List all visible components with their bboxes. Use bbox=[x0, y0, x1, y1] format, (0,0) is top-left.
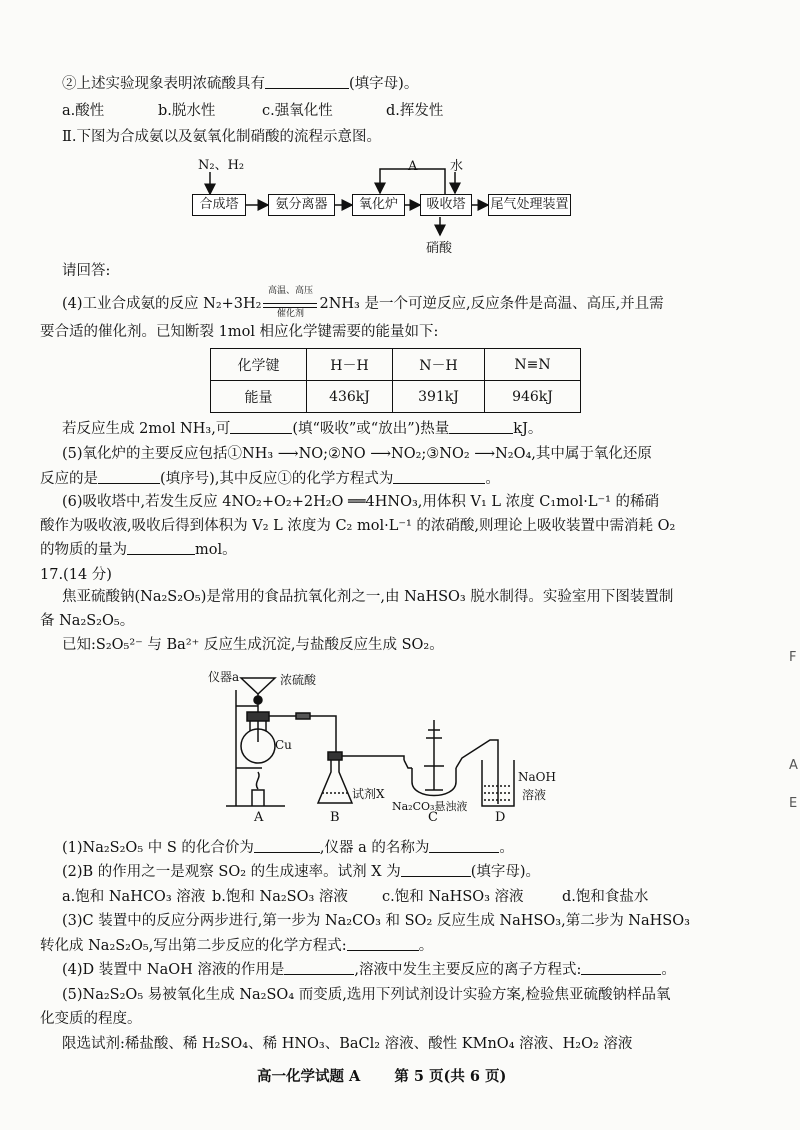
label-naoh: NaOH bbox=[518, 770, 556, 784]
bond-header-nn: N≡N bbox=[485, 349, 581, 381]
q17-s3-line1: (3)C 装置中的反应分两步进行,第一步为 Na₂CO₃ 和 SO₂ 反应生成 NaHSO₃,第二步为 NaHSO₃ bbox=[62, 913, 690, 929]
flow-box-synthesis-tower: 合成塔 bbox=[192, 194, 246, 216]
footer-page: 第 5 页(共 6 页) bbox=[394, 1068, 507, 1085]
margin-mark-1: F bbox=[789, 650, 797, 665]
label-solution: 溶液 bbox=[522, 788, 547, 802]
flow-box-tail-gas-unit: 尾气处理装置 bbox=[488, 194, 571, 216]
q17-s2-options: a.饱和 NaHCO₃ 溶液 b.饱和 Na₂SO₃ 溶液 c.饱和 NaHSO₃ 溶液 d.饱和食盐水 bbox=[62, 889, 649, 905]
flow-label-water: 水 bbox=[450, 159, 464, 174]
part2-heading: Ⅱ.下图为合成氨以及氨氧化制硝酸的流程示意图。 bbox=[62, 129, 381, 145]
flow-input-label: N₂、H₂ bbox=[198, 158, 245, 173]
energy-nn: 946kJ bbox=[485, 381, 581, 413]
q17-s3-line2: 转化成 Na₂S₂O₅,写出第二步反应的化学方程式: 。 bbox=[40, 938, 434, 954]
apparatus-letter-a: A bbox=[254, 810, 264, 825]
label-na2co3-suspension: Na₂CO₃悬浊液 bbox=[392, 800, 468, 813]
q2-options: a.酸性 b.脱水性 c.强氧化性 d.挥发性 bbox=[62, 103, 444, 119]
q6-line2: 酸作为吸收液,吸收后得到体积为 V₂ L 浓度为 C₂ mol·L⁻¹ 的浓硝酸,则理论上吸收装置中需消耗 O₂ bbox=[40, 518, 676, 534]
margin-mark-3: E bbox=[789, 796, 798, 811]
footer bbox=[257, 1067, 506, 1087]
q17-reagents: 限选试剂:稀盐酸、稀 H₂SO₄、稀 HNO₃、BaCl₂ 溶液、酸性 KMnO₄ 溶液、H₂O₂ 溶液 bbox=[62, 1036, 633, 1052]
s1-instrument-blank[interactable] bbox=[429, 838, 499, 853]
bond-header-hh: H－H bbox=[307, 349, 393, 381]
s2-reagent-blank[interactable] bbox=[401, 862, 471, 877]
footer-title: 高一化学试题 A bbox=[257, 1068, 361, 1085]
q17-intro-line1: 焦亚硫酸钠(Na₂S₂O₅)是常用的食品抗氧化剂之一,由 NaHSO₃ 脱水制得。实验室用下图装置制 bbox=[62, 589, 674, 605]
s3-equation-blank[interactable] bbox=[347, 936, 419, 951]
label-copper: Cu bbox=[275, 738, 292, 752]
label-conc-sulfuric-acid: 浓硫酸 bbox=[280, 673, 317, 687]
q17-header: 17.(14 分) bbox=[40, 567, 112, 583]
flow-label-a: A bbox=[408, 159, 418, 174]
flow-box-oxidation-furnace: 氧化炉 bbox=[352, 194, 405, 216]
q4-line1: (4)工业合成氨的反应 N₂+3H₂ 高温、高压 催化剂 2NH₃ 是一个可逆反应,反应条件是高温、高压,并且需 bbox=[62, 286, 664, 319]
flow-box-absorption-tower: 吸收塔 bbox=[420, 194, 472, 216]
q17-intro-line2: 备 Na₂S₂O₅。 bbox=[40, 613, 135, 629]
label-instrument-a: 仪器a bbox=[208, 670, 240, 684]
bond-header-nh: N－H bbox=[393, 349, 485, 381]
s1-valence-blank[interactable] bbox=[254, 838, 320, 853]
energy-row-label: 能量 bbox=[211, 381, 307, 413]
q17-s4: (4)D 装置中 NaOH 溶液的作用是 ,溶液中发生主要反应的离子方程式: 。 bbox=[62, 962, 676, 978]
apparatus-letter-c: C bbox=[428, 810, 438, 825]
apparatus-letter-d: D bbox=[495, 810, 506, 825]
apparatus-letter-b: B bbox=[330, 810, 340, 825]
reaction-condition-arrow: 高温、高压 催化剂 bbox=[261, 294, 319, 314]
s4-purpose-blank[interactable] bbox=[284, 960, 354, 975]
q17-known: 已知:S₂O₅²⁻ 与 Ba²⁺ 反应生成沉淀,与盐酸反应生成 SO₂。 bbox=[62, 637, 444, 653]
s4-ionic-equation-blank[interactable] bbox=[581, 960, 661, 975]
bond-header-label: 化学键 bbox=[211, 349, 307, 381]
q17-s5-line1: (5)Na₂S₂O₅ 易被氧化生成 Na₂SO₄ 而变质,选用下列试剂设计实验方案,检验焦亚硫酸钠样品氧 bbox=[62, 987, 671, 1003]
q5-line1: (5)氧化炉的主要反应包括①NH₃ ⟶NO;②NO ⟶NO₂;③NO₂ ⟶N₂O₄,其中属于氧化还原 bbox=[62, 446, 652, 462]
label-reagent-x: 试剂X bbox=[352, 787, 385, 801]
q5-line2: 反应的是 (填序号),其中反应①的化学方程式为 。 bbox=[40, 471, 500, 487]
flow-box-ammonia-separator: 氨分离器 bbox=[268, 194, 335, 216]
q4-line2: 要合适的催化剂。已知断裂 1mol 相应化学键需要的能量如下: bbox=[40, 324, 439, 340]
q2-stem: ②上述实验现象表明浓硫酸具有 (填字母)。 bbox=[62, 76, 419, 92]
q6-line1: (6)吸收塔中,若发生反应 4NO₂+O₂+2H₂O ══4HNO₃,用体积 V₁ L 浓度 C₁mol·L⁻¹ 的稀硝 bbox=[62, 494, 660, 510]
q17-s1: (1)Na₂S₂O₅ 中 S 的化合价为 ,仪器 a 的名称为 。 bbox=[62, 840, 514, 856]
energy-hh: 436kJ bbox=[307, 381, 393, 413]
part2-prompt: 请回答: bbox=[62, 263, 111, 279]
q17-s2: (2)B 的作用之一是观察 SO₂ 的生成速率。试剂 X 为 (填字母)。 bbox=[62, 864, 541, 880]
q17-s5-line2: 化变质的程度。 bbox=[40, 1011, 142, 1027]
flow-label-output: 硝酸 bbox=[426, 241, 453, 256]
energy-nh: 391kJ bbox=[393, 381, 485, 413]
margin-mark-2: A bbox=[789, 758, 798, 773]
q4-line3: 若反应生成 2mol NH₃,可 (填“吸收”或“放出”)热量 kJ。 bbox=[62, 421, 543, 437]
q6-line3: 的物质的量为 mol。 bbox=[40, 542, 237, 558]
